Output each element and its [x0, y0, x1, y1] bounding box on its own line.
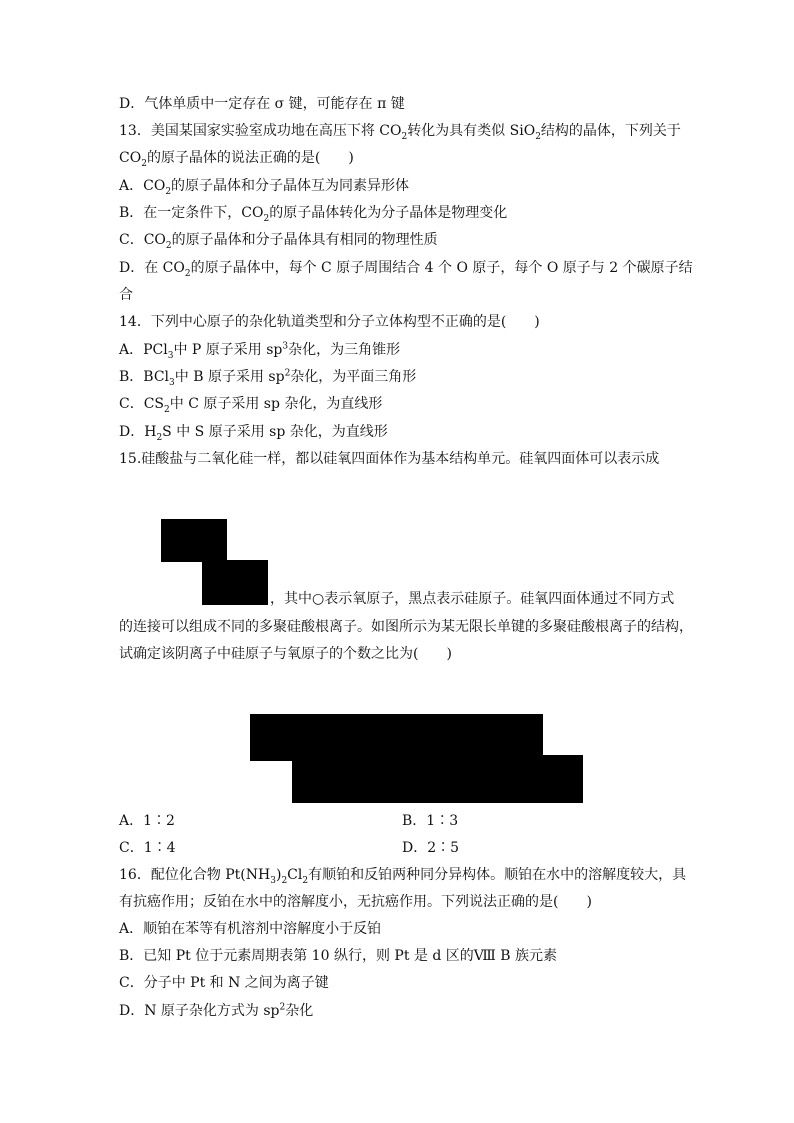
- text: 13．美国某国家实验室成功地在高压下将 CO: [119, 123, 402, 139]
- q14-option-a: [119, 340, 400, 360]
- tetrahedron-figure-lower: [202, 560, 268, 605]
- q15-option-b: B．1∶3: [402, 813, 459, 829]
- subscript: 2: [281, 875, 288, 886]
- text: 中 B 原子采用 sp: [174, 369, 285, 385]
- tetrahedron-figure: [161, 519, 227, 562]
- text: S 中 S 原子采用 sp 杂化，为直线形: [162, 424, 388, 440]
- text: D．H: [119, 424, 157, 440]
- subscript: 2: [156, 432, 163, 443]
- q15-stem-line-2: ，其中○表示氧原子，黑点表示硅原子。硅氧四面体通过不同方式: [270, 591, 675, 607]
- text: A．CO: [119, 178, 166, 194]
- subscript: 2: [141, 158, 147, 169]
- polysilicate-chain-figure-end: [543, 755, 583, 803]
- q13-option-b: [119, 203, 507, 223]
- text: C．CO: [119, 232, 166, 248]
- subscript: 2: [302, 875, 309, 886]
- q14-option-d: [119, 422, 388, 442]
- text: 有顺铂和反铂两种同分异构体。顺铂在水中的溶解度较大，具: [308, 867, 687, 883]
- text: 杂化: [285, 1003, 314, 1019]
- q12-option-d: D．气体单质中一定存在 σ 键，可能存在 π 键: [119, 96, 405, 112]
- q13-stem-line-2: [119, 148, 354, 168]
- superscript: 2: [279, 1002, 286, 1013]
- subscript: 2: [184, 268, 191, 279]
- text: 的原子晶体中，每个 C 原子周围结合 4 个 O 原子，每个 O 原子与 2 个碳原子结: [190, 260, 693, 276]
- q13-option-d: [119, 258, 693, 278]
- superscript: 3: [282, 341, 289, 352]
- q16-option-c: C．分子中 Pt 和 N 之间为离子键: [119, 975, 329, 991]
- text: 16．配位化合物 Pt(NH: [119, 867, 271, 883]
- text: D．N 原子杂化方式为 sp: [119, 1003, 280, 1019]
- superscript: 2: [284, 368, 291, 379]
- text: D．在 CO: [119, 260, 185, 276]
- text: 中 P 原子采用 sp: [173, 342, 283, 358]
- subscript: 3: [270, 875, 276, 886]
- text: 的原子晶体的说法正确的是( ): [146, 150, 354, 166]
- subscript: 2: [165, 240, 172, 251]
- text: 中 C 原子采用 sp 杂化，为直线形: [169, 396, 383, 412]
- q16-option-d: [119, 1001, 313, 1021]
- q15-stem-line-3: 的连接可以组成不同的多聚硅酸根离子。如图所示为某无限长单键的多聚硅酸根离子的结构，: [119, 619, 693, 635]
- subscript: 2: [165, 186, 172, 197]
- subscript: 2: [263, 213, 270, 224]
- q13-stem-line-1: [119, 121, 681, 141]
- text: 的原子晶体转化为分子晶体是物理变化: [269, 205, 508, 221]
- text: B．BCl: [119, 369, 170, 385]
- text: 的原子晶体和分子晶体具有相同的物理性质: [171, 232, 438, 248]
- text: Cl: [287, 867, 303, 883]
- subscript: 3: [169, 377, 175, 388]
- q16-stem-line-1: [119, 865, 686, 885]
- text: 杂化，为平面三角形: [290, 369, 417, 385]
- q15-stem-line-1: 15.硅酸盐与二氧化硅一样，都以硅氧四面体作为基本结构单元。硅氧四面体可以表示成: [119, 451, 660, 467]
- polysilicate-chain-figure: [250, 714, 543, 761]
- q16-option-a: A．顺铂在苯等有机溶剂中溶解度小于反铂: [119, 921, 382, 937]
- subscript: 2: [164, 404, 170, 415]
- text: CO: [119, 150, 142, 166]
- text: C．CS: [119, 396, 165, 412]
- q14-option-c: [119, 394, 382, 414]
- text: 转化为具有类似 SiO: [407, 123, 536, 139]
- q13-option-a: [119, 176, 409, 196]
- q15-option-d: D．2∶5: [402, 840, 460, 856]
- q15-option-c: C．1∶4: [119, 840, 176, 856]
- q15-stem-line-4: 试确定该阴离子中硅原子与氧原子的个数之比为( ): [119, 646, 452, 662]
- q14-option-b: [119, 367, 416, 387]
- q14-stem: 14．下列中心原子的杂化轨道类型和分子立体构型不正确的是( ): [119, 314, 540, 330]
- q13-option-c: [119, 230, 438, 250]
- text: ): [275, 867, 282, 883]
- subscript: 2: [535, 131, 541, 142]
- text: 结构的晶体，下列关于: [540, 123, 681, 139]
- polysilicate-chain-figure-lower: [292, 760, 543, 803]
- text: 的原子晶体和分子晶体互为同素异形体: [171, 178, 410, 194]
- q15-option-a: A．1∶2: [119, 813, 175, 829]
- subscript: 3: [167, 350, 174, 361]
- text: A．PCl: [119, 342, 168, 358]
- q13-option-d-continued: 合: [119, 287, 133, 303]
- text: 杂化，为三角锥形: [288, 342, 401, 358]
- subscript: 2: [401, 131, 408, 142]
- q16-option-b: B．已知 Pt 位于元素周期表第 10 纵行，则 Pt 是 d 区的Ⅷ B 族元素: [119, 948, 557, 964]
- q16-stem-line-2: 有抗癌作用；反铂在水中的溶解度小，无抗癌作用。下列说法正确的是( ): [119, 894, 592, 910]
- text: B．在一定条件下，CO: [119, 205, 264, 221]
